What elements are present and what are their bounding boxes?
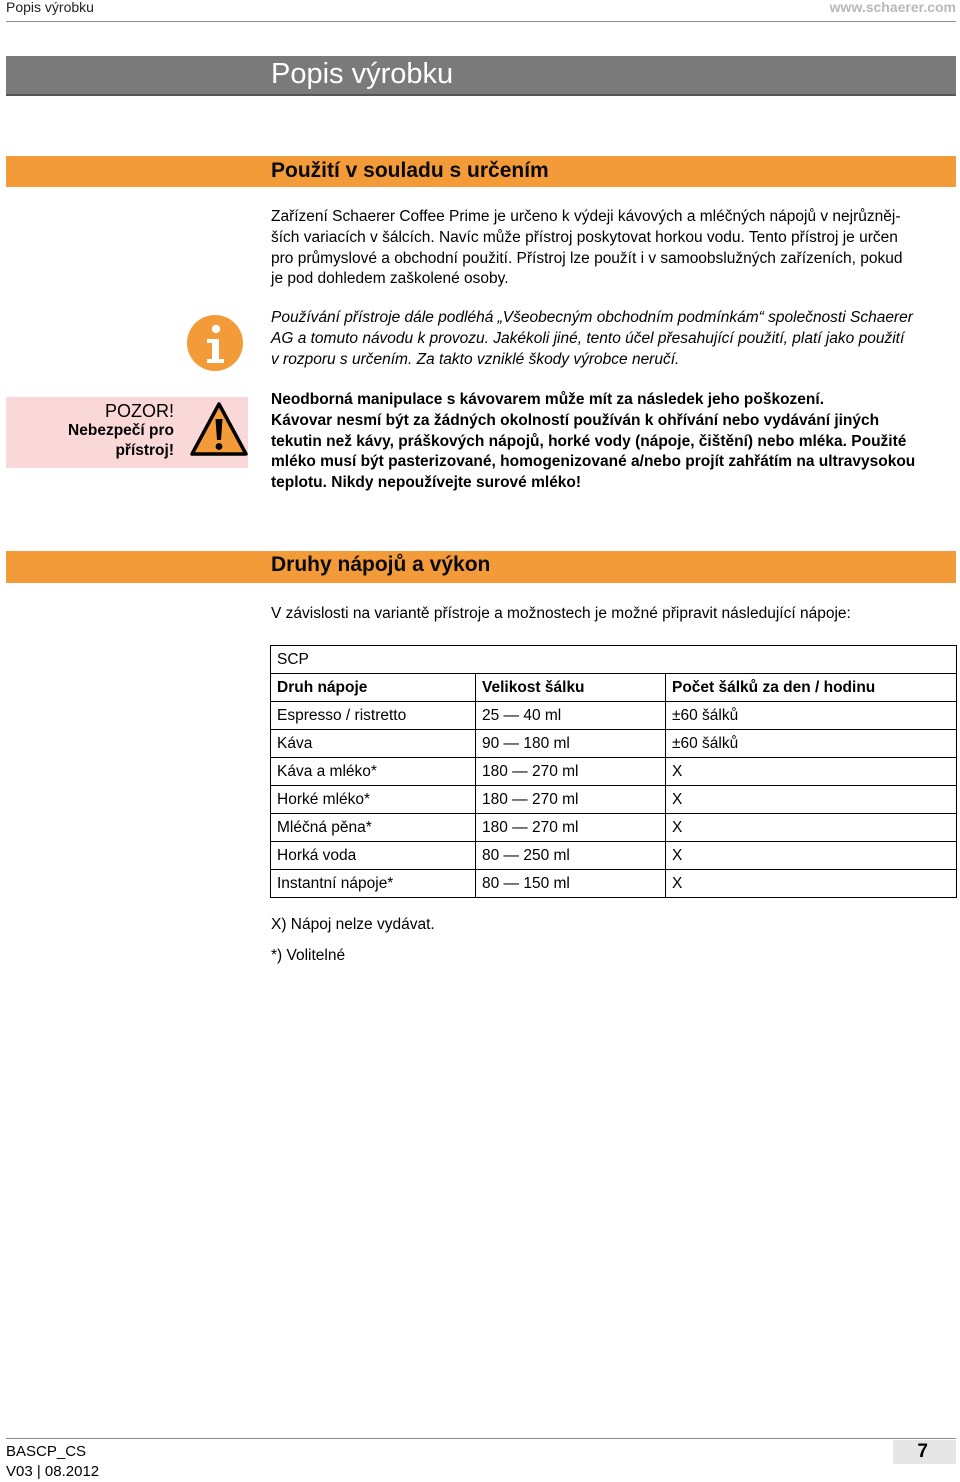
text-line: tekutin než kávy, práškových nápojů, horké vody (nápoje, čištění) nebo mléka. Použité (271, 432, 907, 450)
table-row (271, 814, 957, 842)
table-cell: X (666, 842, 957, 870)
text-line: Zařízení Schaerer Coffee Prime je určeno k výdeji kávových a mléčných nápojů v nejrůzněj- (271, 208, 901, 225)
table-cell: 80 — 150 ml (476, 870, 666, 898)
footer-version: V03 | 08.2012 (6, 1463, 100, 1480)
table-cell: 80 — 250 ml (476, 842, 666, 870)
footer-doc-info (6, 1442, 99, 1482)
table-cell: Mléčná pěna* (271, 814, 476, 842)
text-line: pro průmyslové a obchodní použití. Přístroj lze použít i v samoobslužných zařízeních, pokud (271, 249, 903, 267)
footer-doc-id: BASCP_CS (6, 1443, 87, 1460)
warning-subtitle-line: Nebezpečí pro (68, 422, 174, 439)
text-line: Neodborná manipulace s kávovarem může mít za následek jeho poškození. (271, 391, 825, 408)
text-line: mléko musí být pasterizované, homogenizované a/nebo projít zahřátím na ultravysokou (271, 453, 916, 471)
table-cell: Espresso / ristretto (271, 702, 476, 730)
column-header: Počet šálků za den / hodinu (666, 674, 957, 702)
text-line: AG a tomuto návodu k provozu. Jakékoli jiné, tento účel přesahující použití, platí jako použití (271, 329, 905, 347)
section-heading: Použití v souladu s určením (271, 159, 549, 182)
column-header: Druh nápoje (271, 674, 476, 702)
text-line: ších variacích v šálcích. Navíc může přístroj poskytovat horkou vodu. Tento přístroj je určen (271, 228, 898, 246)
table-row (271, 842, 957, 870)
section-heading-bar (6, 156, 956, 187)
table-row (271, 702, 957, 730)
table-cell: X (666, 870, 957, 898)
table-row (271, 758, 957, 786)
table-cell: X (666, 786, 957, 814)
table-cell: 180 — 270 ml (476, 814, 666, 842)
text-line: teplotu. Nikdy nepoužívejte surové mléko! (271, 474, 582, 492)
table-cell: ±60 šálků (666, 702, 957, 730)
table-cell: 180 — 270 ml (476, 786, 666, 814)
text-line: Kávovar nesmí být za žádných okolností používán k ohřívání nebo vydávání jiných (271, 411, 880, 429)
table-row (271, 870, 957, 898)
header-section-name: Popis výrobku (6, 0, 94, 15)
warning-callout (6, 397, 248, 468)
beverages-intro: V závislosti na variantě přístroje a možnostech je možné připravit následující nápoje: (271, 605, 851, 622)
table-header-row (271, 674, 957, 702)
table-cell: 180 — 270 ml (476, 758, 666, 786)
warning-subtitle-line: přístroj! (115, 442, 174, 459)
info-icon (185, 313, 245, 373)
text-line: Používání přístroje dále podléhá „Všeobecným obchodním podmínkám“ společnosti Schaerer (271, 309, 913, 326)
page-title: Popis výrobku (271, 58, 454, 90)
table-cell: Horká voda (271, 842, 476, 870)
warning-triangle-icon (189, 400, 249, 458)
text-line: je pod dohledem zaškolené osoby. (271, 270, 509, 288)
table-row (271, 786, 957, 814)
table-row (271, 730, 957, 758)
warning-paragraph (271, 390, 958, 494)
running-header (6, 0, 956, 22)
table-cell: Káva (271, 730, 476, 758)
page-footer (6, 1438, 956, 1480)
table-caption: SCP (271, 646, 957, 674)
header-website[interactable]: www.schaerer.com (829, 0, 956, 15)
page-number: 7 (893, 1440, 956, 1464)
table-caption-row (271, 646, 957, 674)
table-cell: Horké mléko* (271, 786, 476, 814)
table-cell: X (666, 814, 957, 842)
page-title-bar (6, 56, 956, 96)
info-paragraph (271, 308, 958, 370)
table-cell: ±60 šálků (666, 730, 957, 758)
table-cell: Instantní nápoje* (271, 870, 476, 898)
table-note: X) Nápoj nelze vydávat. (271, 916, 435, 933)
table-note: *) Volitelné (271, 947, 346, 964)
warning-title: POZOR! (104, 401, 174, 421)
text-line: v rozporu s určením. Za takto vzniklé škody výrobce neručí. (271, 350, 680, 368)
table-cell: Káva a mléko* (271, 758, 476, 786)
warning-label (68, 401, 174, 461)
column-header: Velikost šálku (476, 674, 666, 702)
section-heading-bar (6, 551, 956, 583)
table-cell: X (666, 758, 957, 786)
section-heading: Druhy nápojů a výkon (271, 553, 491, 576)
intended-use-paragraph (271, 207, 958, 290)
beverage-table (270, 645, 957, 898)
table-cell: 25 — 40 ml (476, 702, 666, 730)
table-cell: 90 — 180 ml (476, 730, 666, 758)
